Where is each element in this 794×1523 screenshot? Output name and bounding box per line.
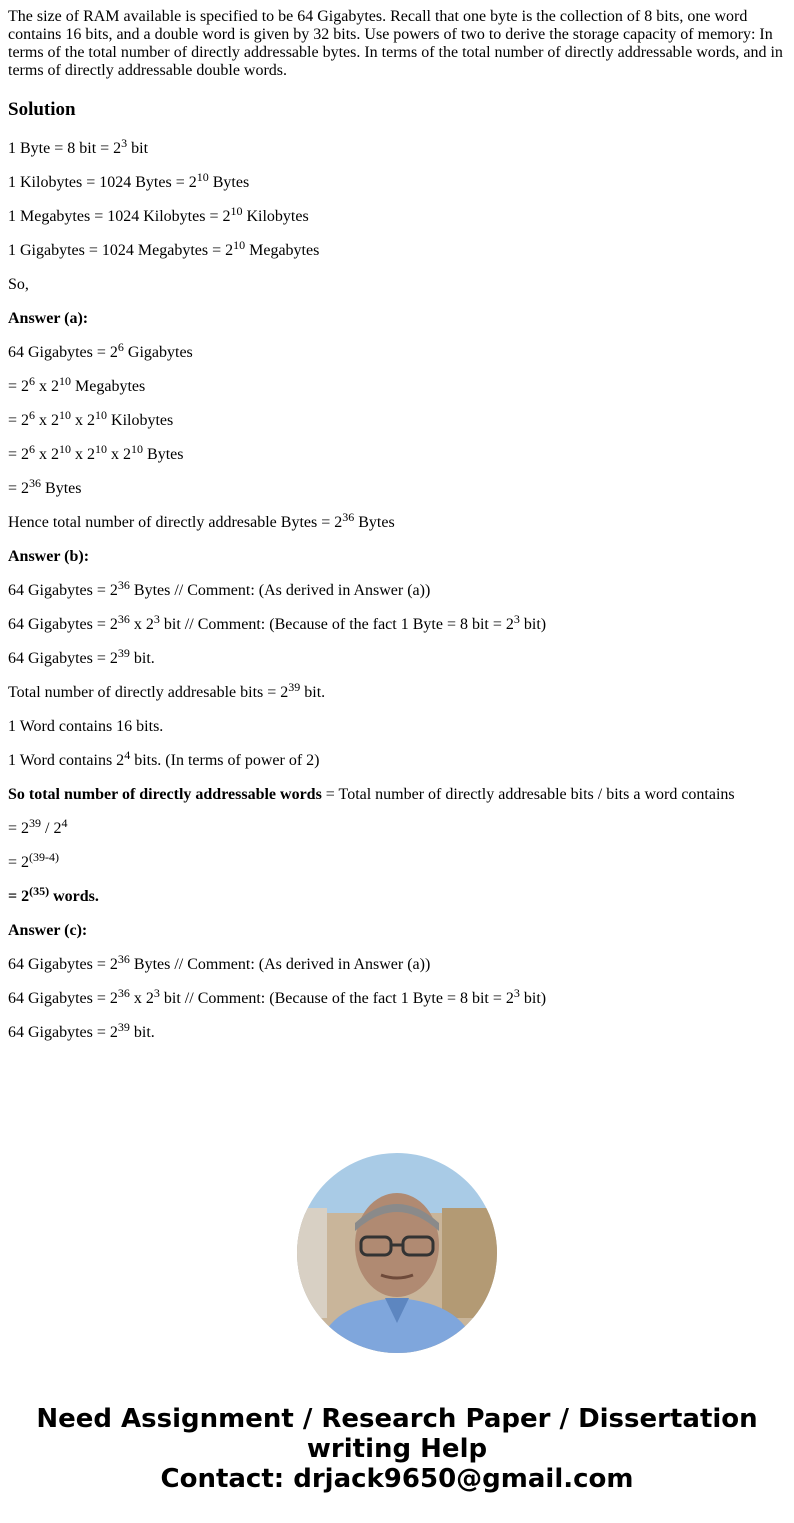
promo-text: [0, 1404, 794, 1494]
answer-a-line: = $2^6$ x $2^{10}$ Megabytes: [8, 374, 146, 395]
eq-gigabyte: 1 Gigabytes = 1024 Megabytes = $2^{10}$ Megabytes: [8, 238, 320, 259]
answer-b-line: = $2^{39} / 2^4$: [8, 816, 68, 837]
portrait-photo: [297, 1153, 497, 1353]
answer-b-line: 64 Gigabytes = $2^{36}$ Bytes // Comment: (As derived in Answer (a)): [8, 578, 431, 599]
answer-b-line: 1 Word contains $2^4$ bits. (In terms of power of 2): [8, 748, 320, 769]
answer-a-heading: Answer (a):: [8, 310, 89, 327]
answer-c-line: 64 Gigabytes = $2^{36}$ x $2^3$ bit // Comment: (Because of the fact 1 Byte = 8 bit = $2^3$ bit): [8, 986, 547, 1007]
promo-section: [0, 1122, 794, 1523]
promo-line-1: Need Assignment / Research Paper / Dissertation: [36, 1404, 758, 1434]
answer-b-line: 1 Word contains 16 bits.: [8, 718, 164, 735]
answer-c-line: 64 Gigabytes = $2^{39}$ bit.: [8, 1020, 155, 1041]
so-text: So,: [8, 276, 29, 293]
answer-c-line: 64 Gigabytes = $2^{36}$ Bytes // Comment: (As derived in Answer (a)): [8, 952, 431, 973]
answer-a-result: Hence total number of directly addresable Bytes = $2^{36}$ Bytes: [8, 510, 395, 531]
eq-megabyte: 1 Megabytes = 1024 Kilobytes = $2^{10}$ Kilobytes: [8, 204, 309, 225]
question-text: The size of RAM available is specified to be 64 Gigabytes. Recall that one byte is the collection of 8 bits, one word contains 16 bits, and a double word is given by 32 bits. Use powers of two to derive the storage capacity of memory: In terms of the total number of directly addressable bytes. In terms of the total number of directly addressable words, and in terms of directly addressable double words.: [8, 8, 783, 79]
answer-a-line: = $2^6$ x $2^{10}$ x $2^{10}$ Kilobytes: [8, 408, 174, 429]
answer-a-line: = $2^{36}$ Bytes: [8, 476, 82, 497]
answer-b-line: 64 Gigabytes = $2^{36}$ x $2^3$ bit // Comment: (Because of the fact 1 Byte = 8 bit = $2^3$ bit): [8, 612, 547, 633]
promo-contact: Contact: drjack9650@gmail.com: [160, 1464, 634, 1494]
solution-document: [8, 8, 786, 1122]
answer-a-line: = $2^6$ x $2^{10}$ x $2^{10}$ x $2^{10}$ Bytes: [8, 442, 184, 463]
answer-a-line: 64 Gigabytes = $2^6$ Gigabytes: [8, 340, 193, 361]
answer-b-line: = $2^{(39-4)}$: [8, 850, 60, 871]
eq-byte: 1 Byte = 8 bit = $2^3$ bit: [8, 136, 149, 157]
answer-c-heading: Answer (c):: [8, 922, 88, 939]
answer-b-line: Total number of directly addresable bits = $2^{39}$ bit.: [8, 680, 326, 701]
avatar: [297, 1153, 497, 1353]
promo-line-2: writing Help: [306, 1434, 488, 1464]
answer-b-result: = $2^{(35)}$ words.: [8, 884, 99, 905]
answer-b-heading: Answer (b):: [8, 548, 90, 565]
answer-b-line: 64 Gigabytes = $2^{39}$ bit.: [8, 646, 155, 667]
answer-b-line: So total number of directly addressable words = Total number of directly addresable bits / bits a word contains: [8, 786, 735, 803]
solution-heading: Solution: [8, 99, 76, 120]
eq-kilobyte: 1 Kilobytes = 1024 Bytes = $2^{10}$ Bytes: [8, 170, 250, 191]
